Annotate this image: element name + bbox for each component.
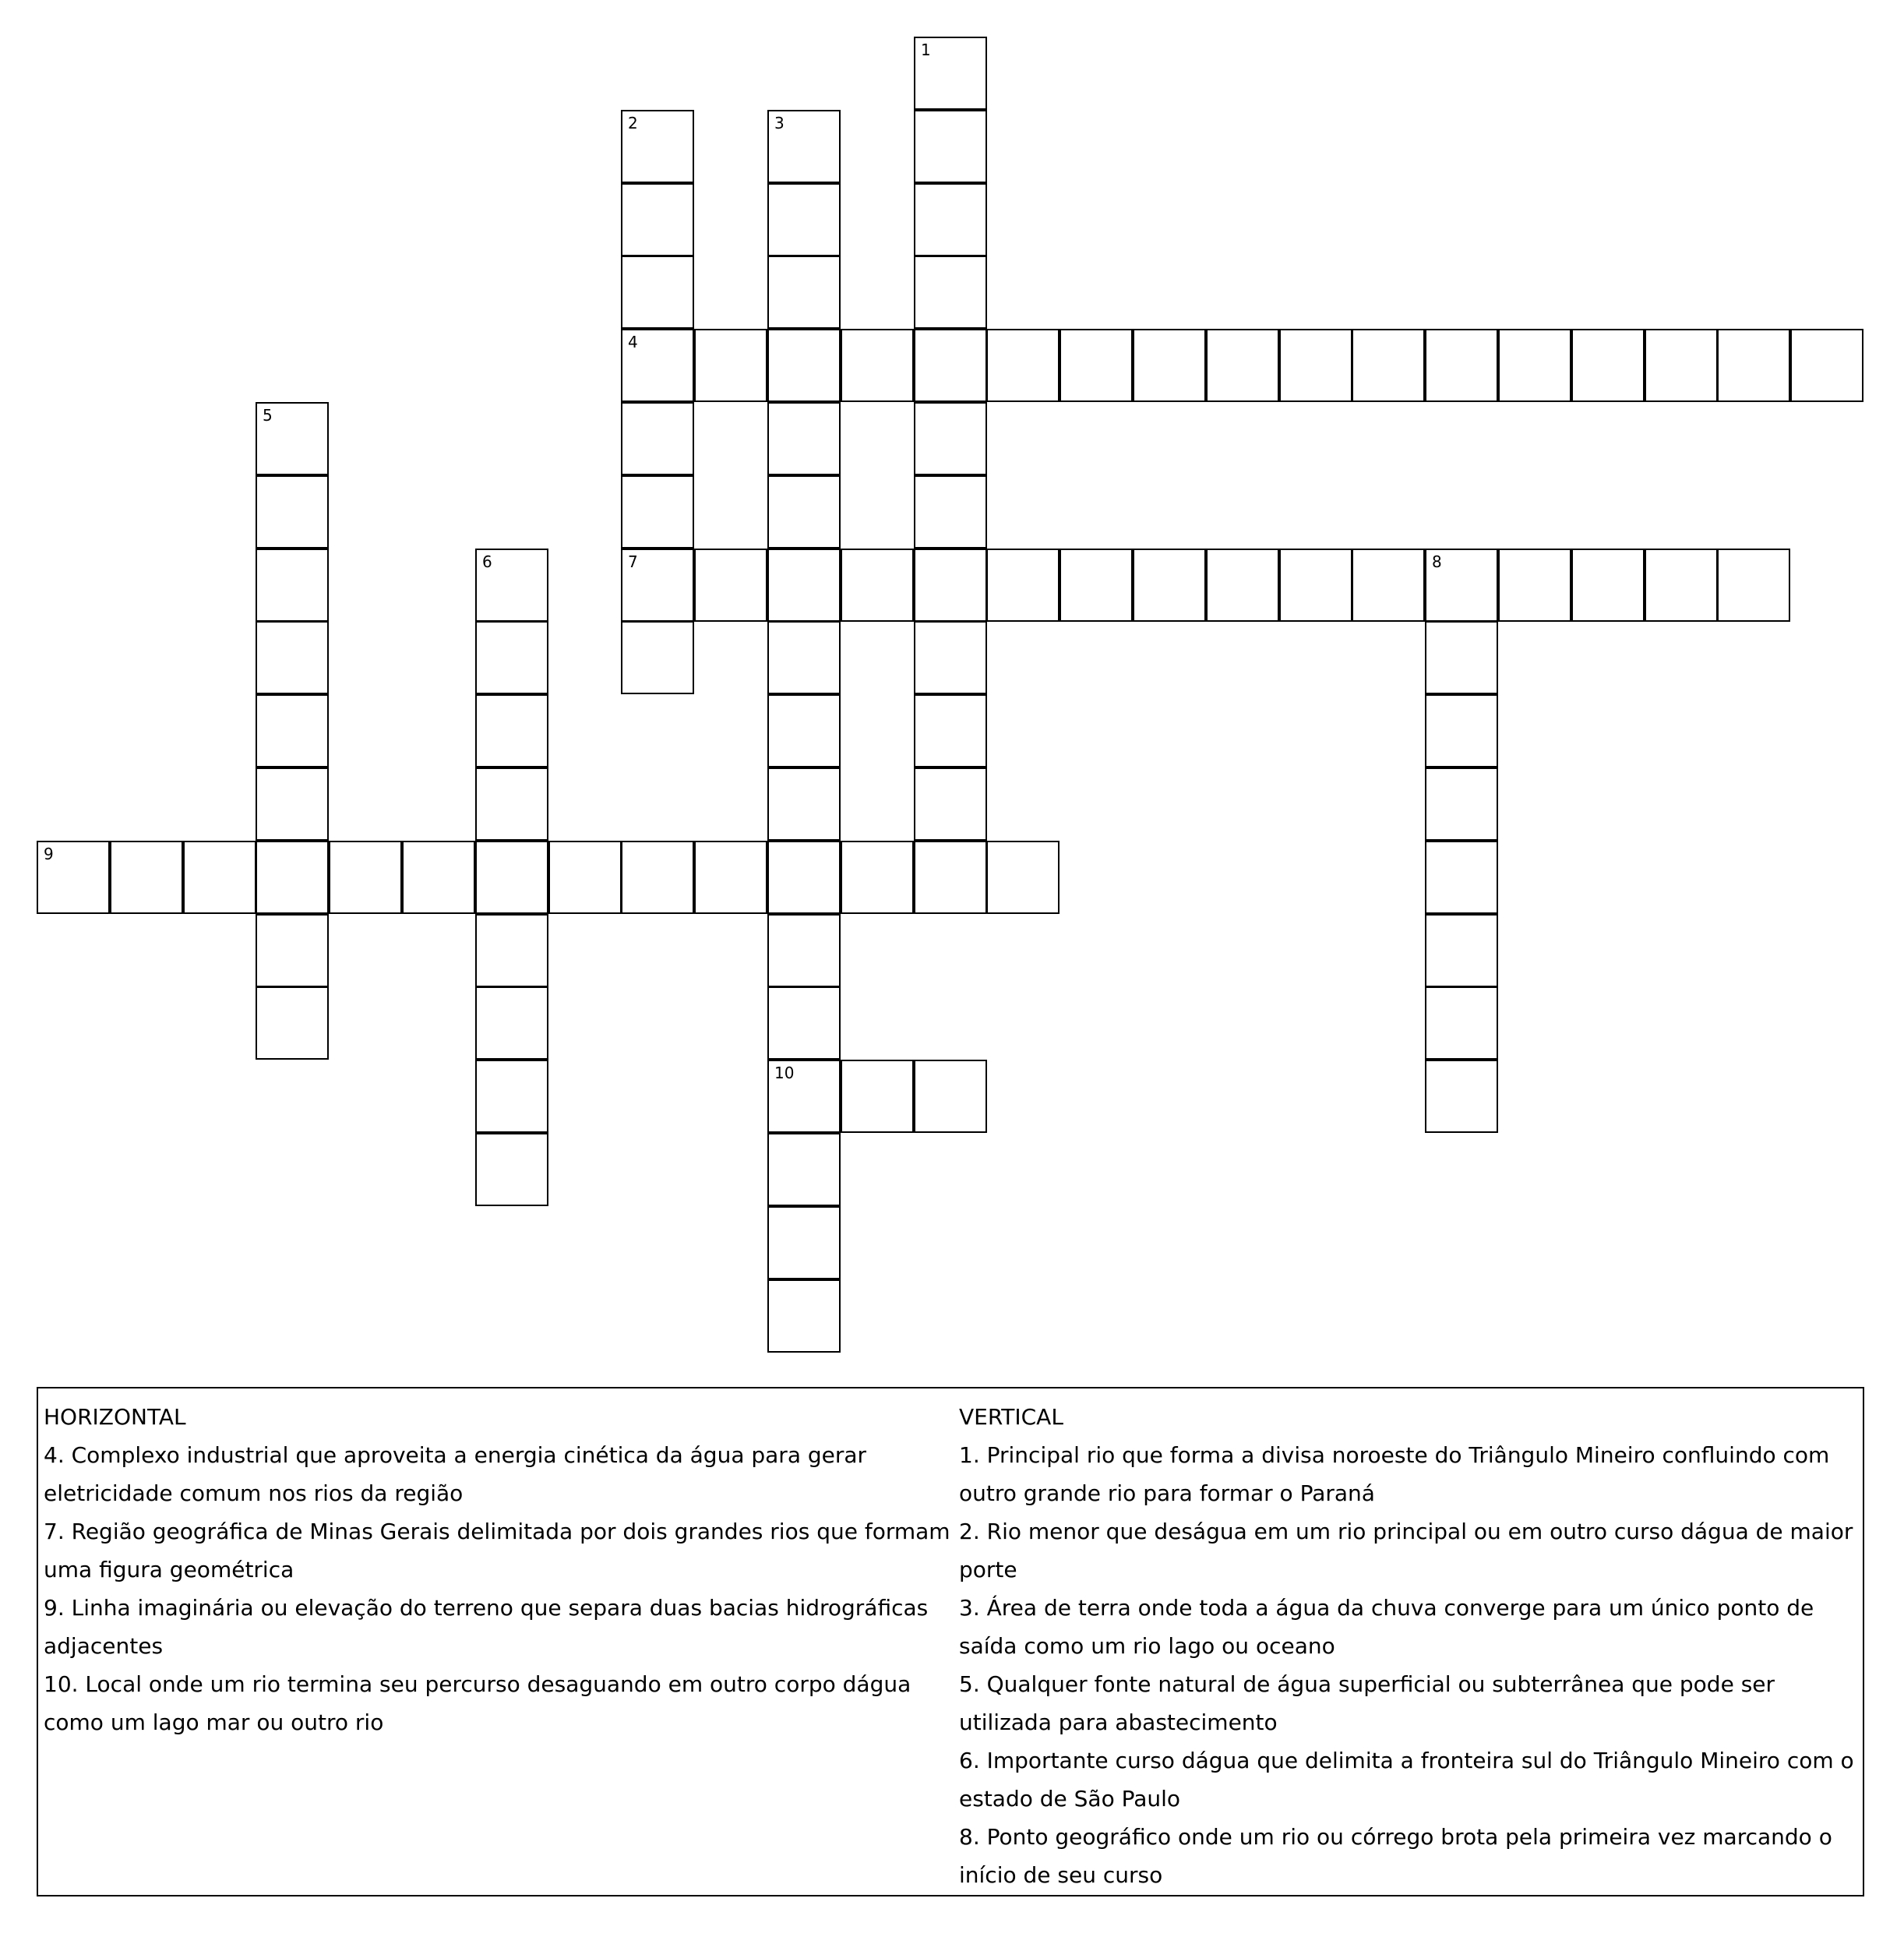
horizontal-heading: HORIZONTAL: [44, 1404, 186, 1430]
clue-across-9: 9. Linha imaginária ou elevação do terreno que separa duas bacias hidrográficas adjacentes: [44, 1595, 929, 1659]
clue-number-label: 10: [774, 1064, 795, 1082]
clue-number-label: 6: [482, 552, 492, 571]
crossword-cell[interactable]: [256, 402, 329, 475]
clue-down-3: 3. Área de terra onde toda a água da chuva converge para um único ponto de saída como um rio lago ou oceano: [959, 1595, 1814, 1659]
crossword-cell[interactable]: [1425, 767, 1498, 841]
crossword-cell[interactable]: [767, 1279, 841, 1353]
vertical-clues: [959, 1398, 1863, 1894]
clue-down-5: 5. Qualquer fonte natural de água superficial ou subterrânea que pode ser utilizada para abastecimento: [959, 1671, 1775, 1735]
crossword-cell[interactable]: [767, 621, 841, 694]
crossword-cell[interactable]: [767, 402, 841, 475]
crossword-cell[interactable]: [621, 256, 694, 329]
crossword-cell[interactable]: [767, 767, 841, 841]
crossword-cell[interactable]: [767, 986, 841, 1060]
crossword-cell[interactable]: [1425, 549, 1498, 622]
crossword-cell[interactable]: [1425, 914, 1498, 987]
crossword-cell[interactable]: [767, 329, 841, 402]
crossword-cell[interactable]: [621, 329, 694, 402]
clue-down-2: 2. Rio menor que deságua em um rio principal ou em outro curso dágua de maior porte: [959, 1519, 1853, 1582]
crossword-cell[interactable]: [841, 841, 914, 914]
clue-down-8: 8. Ponto geográfico onde um rio ou córrego brota pela primeira vez marcando o início de seu curso: [959, 1824, 1832, 1888]
crossword-cell[interactable]: [1645, 329, 1718, 402]
crossword-cell[interactable]: [1425, 986, 1498, 1060]
clue-number-label: 1: [921, 41, 931, 59]
crossword-cell[interactable]: [767, 475, 841, 549]
crossword-cell[interactable]: [767, 549, 841, 622]
crossword-cell[interactable]: [1790, 329, 1863, 402]
crossword-cell[interactable]: [914, 329, 987, 402]
crossword-cell[interactable]: [256, 475, 329, 549]
crossword-cell[interactable]: [914, 110, 987, 183]
crossword-cell[interactable]: [1060, 549, 1133, 622]
crossword-cell[interactable]: [183, 841, 256, 914]
vertical-heading: VERTICAL: [959, 1404, 1063, 1430]
crossword-cell[interactable]: [1279, 329, 1352, 402]
crossword-cell[interactable]: [914, 694, 987, 767]
crossword-cell[interactable]: [841, 1060, 914, 1133]
crossword-cell[interactable]: [694, 329, 767, 402]
crossword-cell[interactable]: [256, 986, 329, 1060]
crossword-cell[interactable]: [767, 256, 841, 329]
crossword-cell[interactable]: [256, 621, 329, 694]
crossword-cell[interactable]: [767, 914, 841, 987]
clue-across-10: 10. Local onde um rio termina seu percurso desaguando em outro corpo dágua como um lago mar ou outro rio: [44, 1671, 911, 1735]
crossword-cell[interactable]: [1571, 329, 1645, 402]
crossword-cell[interactable]: [1352, 329, 1425, 402]
crossword-cell[interactable]: [767, 183, 841, 256]
crossword-cell[interactable]: [767, 1206, 841, 1279]
clue-number-label: 2: [628, 114, 638, 132]
crossword-cell[interactable]: [110, 841, 183, 914]
crossword-cell[interactable]: [1206, 549, 1279, 622]
crossword-cell[interactable]: [767, 1133, 841, 1206]
crossword-cell[interactable]: [841, 329, 914, 402]
crossword-cell[interactable]: [1425, 329, 1498, 402]
crossword-cell[interactable]: [767, 694, 841, 767]
crossword-cell[interactable]: [1206, 329, 1279, 402]
crossword-cell[interactable]: [256, 549, 329, 622]
crossword-cell[interactable]: [475, 1060, 548, 1133]
crossword-cell[interactable]: [767, 110, 841, 183]
crossword-cell[interactable]: [475, 767, 548, 841]
crossword-cell[interactable]: [1133, 549, 1206, 622]
crossword-cell[interactable]: [767, 1060, 841, 1133]
crossword-cell[interactable]: [986, 841, 1060, 914]
crossword-cell[interactable]: [914, 475, 987, 549]
crossword-cell[interactable]: [1425, 1060, 1498, 1133]
crossword-cell[interactable]: [914, 767, 987, 841]
crossword-cell[interactable]: [621, 110, 694, 183]
crossword-cell[interactable]: [1352, 549, 1425, 622]
crossword-cell[interactable]: [1133, 329, 1206, 402]
crossword-cell[interactable]: [914, 621, 987, 694]
crossword-cell[interactable]: [256, 694, 329, 767]
crossword-cell[interactable]: [256, 767, 329, 841]
clue-number-label: 4: [628, 333, 638, 351]
crossword-cell[interactable]: [1425, 621, 1498, 694]
crossword-cell[interactable]: [1060, 329, 1133, 402]
crossword-cell[interactable]: [475, 694, 548, 767]
crossword-cell[interactable]: [914, 37, 987, 110]
crossword-cell[interactable]: [1498, 549, 1571, 622]
crossword-cell[interactable]: [256, 914, 329, 987]
crossword-cell[interactable]: [475, 1133, 548, 1206]
clues-panel: [37, 1387, 1864, 1896]
clue-down-6: 6. Importante curso dágua que delimita a fronteira sul do Triângulo Mineiro com o estado de São Paulo: [959, 1748, 1854, 1812]
crossword-cell[interactable]: [914, 841, 987, 914]
crossword-cell[interactable]: [37, 841, 110, 914]
clue-number-label: 5: [263, 406, 273, 425]
crossword-cell[interactable]: [256, 841, 329, 914]
crossword-cell[interactable]: [1279, 549, 1352, 622]
crossword-cell[interactable]: [475, 841, 548, 914]
crossword-cell[interactable]: [694, 841, 767, 914]
crossword-cell[interactable]: [475, 549, 548, 622]
crossword-cell[interactable]: [475, 914, 548, 987]
crossword-cell[interactable]: [694, 549, 767, 622]
crossword-cell[interactable]: [986, 549, 1060, 622]
crossword-cell[interactable]: [1425, 694, 1498, 767]
crossword-cell[interactable]: [329, 841, 402, 914]
clue-number-label: 7: [628, 552, 638, 571]
horizontal-clues: [44, 1398, 955, 1741]
crossword-cell[interactable]: [914, 549, 987, 622]
crossword-cell[interactable]: [621, 475, 694, 549]
clue-number-label: 9: [44, 845, 54, 863]
crossword-cell[interactable]: [475, 986, 548, 1060]
crossword-cell[interactable]: [621, 621, 694, 694]
crossword-cell[interactable]: [914, 402, 987, 475]
crossword-cell[interactable]: [1645, 549, 1718, 622]
crossword-cell[interactable]: [621, 841, 694, 914]
crossword-cell[interactable]: [621, 183, 694, 256]
crossword-cell[interactable]: [986, 329, 1060, 402]
crossword-cell[interactable]: [402, 841, 475, 914]
crossword-cell[interactable]: [548, 841, 622, 914]
crossword-cell[interactable]: [1571, 549, 1645, 622]
crossword-cell[interactable]: [767, 841, 841, 914]
crossword-cell[interactable]: [1425, 841, 1498, 914]
crossword-cell[interactable]: [914, 183, 987, 256]
clue-across-4: 4. Complexo industrial que aproveita a energia cinética da água para gerar eletricidade comum nos rios da região: [44, 1442, 867, 1506]
crossword-cell[interactable]: [475, 621, 548, 694]
clue-down-1: 1. Principal rio que forma a divisa noroeste do Triângulo Mineiro confluindo com outro grande rio para formar o Paraná: [959, 1442, 1830, 1506]
crossword-cell[interactable]: [621, 549, 694, 622]
clue-number-label: 3: [774, 114, 785, 132]
clue-across-7: 7. Região geográfica de Minas Gerais delimitada por dois grandes rios que formam uma figura geométrica: [44, 1519, 950, 1582]
crossword-cell[interactable]: [1717, 329, 1790, 402]
crossword-cell[interactable]: [1717, 549, 1790, 622]
crossword-cell[interactable]: [621, 402, 694, 475]
crossword-cell[interactable]: [841, 549, 914, 622]
clue-number-label: 8: [1432, 552, 1442, 571]
crossword-cell[interactable]: [914, 256, 987, 329]
crossword-cell[interactable]: [914, 1060, 987, 1133]
crossword-cell[interactable]: [1498, 329, 1571, 402]
